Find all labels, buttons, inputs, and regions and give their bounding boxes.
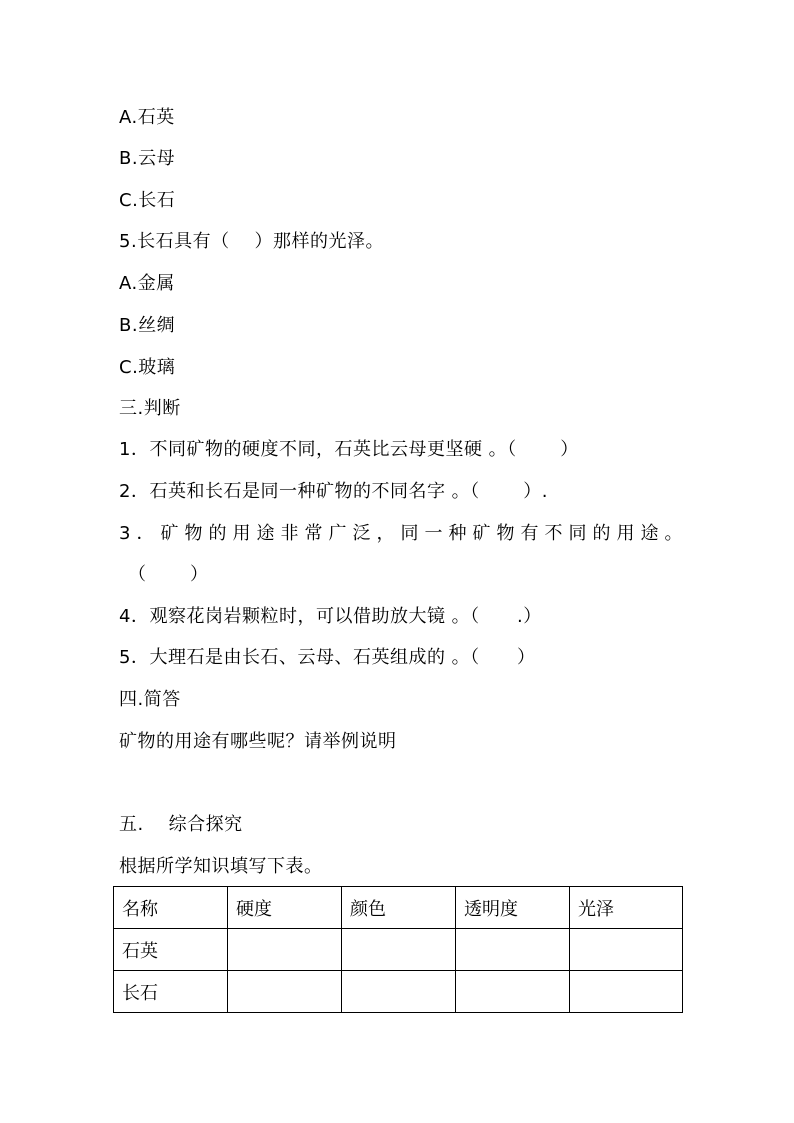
section-title: 四.简答 bbox=[119, 689, 181, 710]
table-cell-blank bbox=[456, 971, 570, 1013]
header-cell: 硬度 bbox=[228, 887, 342, 929]
table-cell-blank bbox=[228, 929, 342, 971]
table-cell: 石英 bbox=[114, 929, 228, 971]
mineral-table bbox=[113, 886, 683, 1013]
header-cell: 颜色 bbox=[342, 887, 456, 929]
judgement-item: 2．石英和长石是同一种矿物的不同名字 。（ ）. bbox=[119, 481, 548, 502]
option-b: B.云母 bbox=[119, 148, 176, 169]
table-cell-blank bbox=[570, 971, 683, 1013]
table-row bbox=[114, 929, 683, 971]
judgement-item: 1．不同矿物的硬度不同，石英比云母更坚硬 。（ ） bbox=[119, 439, 579, 460]
table-cell-blank bbox=[342, 929, 456, 971]
short-answer-question: 矿物的用途有哪些呢？请举例说明 bbox=[119, 731, 397, 752]
table-cell-blank bbox=[570, 929, 683, 971]
header-cell: 透明度 bbox=[456, 887, 570, 929]
header-cell: 名称 bbox=[114, 887, 228, 929]
table-cell-blank bbox=[228, 971, 342, 1013]
option-a: A.金属 bbox=[119, 273, 175, 294]
section-title: 三.判断 bbox=[119, 398, 181, 419]
header-cell: 光泽 bbox=[570, 887, 683, 929]
section-title: 五. 综合探究 bbox=[119, 814, 243, 835]
question-5-stem: 5.长石具有（ ）那样的光泽。 bbox=[119, 231, 385, 252]
option-b: B.丝绸 bbox=[119, 315, 176, 336]
judgement-item: 5．大理石是由长石、云母、石英组成的 。（ ） bbox=[119, 647, 536, 668]
table-header-row bbox=[114, 887, 683, 929]
table-cell-blank bbox=[456, 929, 570, 971]
option-c: C.长石 bbox=[119, 190, 176, 211]
table-row bbox=[114, 971, 683, 1013]
option-a: A.石英 bbox=[119, 107, 175, 128]
table-instruction: 根据所学知识填写下表。 bbox=[119, 856, 323, 877]
option-c: C.玻璃 bbox=[119, 357, 176, 378]
judgement-item-continuation: （ ） bbox=[128, 564, 209, 585]
judgement-item: 3．矿物的用途非常广泛，同一种矿物有不同的用途。 bbox=[119, 523, 689, 544]
table-cell: 长石 bbox=[114, 971, 228, 1013]
judgement-item: 4．观察花岗岩颗粒时，可以借助放大镜 。（ .） bbox=[119, 606, 542, 627]
table-cell-blank bbox=[342, 971, 456, 1013]
